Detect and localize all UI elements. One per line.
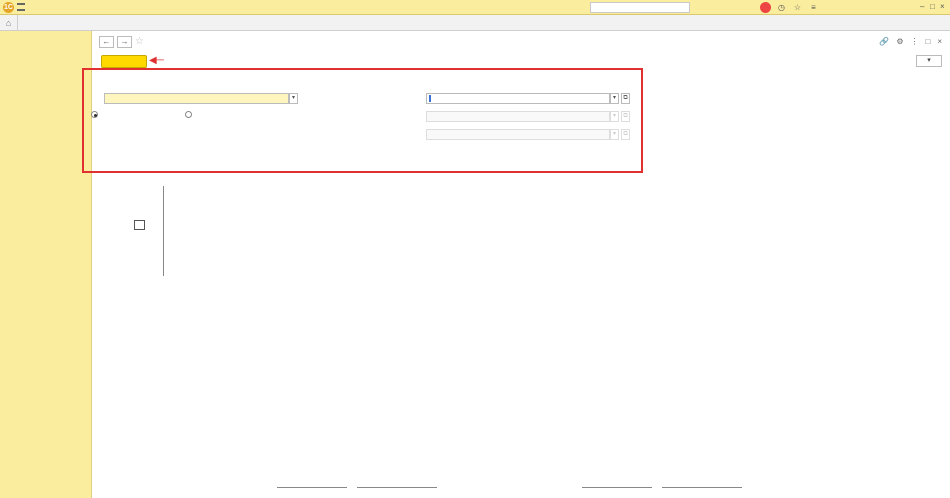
close-window-icon[interactable]: × [940,2,945,11]
notification-bell-icon[interactable] [760,2,771,13]
import-settings-panel [82,68,643,173]
maximize-icon[interactable]: □ [930,2,935,11]
type-field[interactable] [104,93,289,104]
annotation-arrow-icon: ◀─ [149,55,164,66]
receipt-dropdown-button[interactable]: ▾ [610,129,619,140]
upd-document-preview [102,174,942,498]
execute-button[interactable] [101,55,147,68]
settings-icon[interactable]: ⚙ [896,37,904,46]
home-tab-icon[interactable]: ⌂ [0,15,18,31]
restore-icon[interactable]: □ [925,37,931,46]
radio-overwrite[interactable] [185,111,192,118]
counterparty-field[interactable] [426,93,610,104]
more-button[interactable]: ▾ [916,55,942,67]
receipt-field[interactable] [426,129,610,140]
counterparty-open-button[interactable]: ⧉ [621,93,630,104]
1c-logo-icon: 1С [4,4,13,11]
forward-button[interactable]: → [117,36,132,48]
title-bar [0,0,950,15]
global-search-input[interactable] [590,2,690,13]
more-actions-icon[interactable]: ⋮ [910,37,919,46]
back-button[interactable]: ← [99,36,114,48]
invoice-received-field[interactable] [426,111,610,122]
minimize-icon[interactable]: – [920,2,925,11]
type-dropdown-button[interactable]: ▾ [289,93,298,104]
main-menu-icon[interactable] [17,3,25,11]
sidebar [0,31,92,498]
clock-icon[interactable]: ◷ [778,3,785,12]
status-value [134,220,145,230]
invoice-received-dropdown-button[interactable]: ▾ [610,111,619,122]
invoice-received-open-button[interactable]: ⧉ [621,111,630,122]
close-form-icon[interactable]: × [937,37,942,46]
form-area [93,31,950,498]
open-tabs-bar [0,15,950,31]
receipt-open-button[interactable]: ⧉ [621,129,630,140]
favorite-star-icon[interactable]: ☆ [135,36,144,47]
link-icon[interactable]: 🔗 [879,37,890,46]
counterparty-dropdown-button[interactable]: ▾ [610,93,619,104]
radio-load-new[interactable] [91,111,98,118]
menu-icon[interactable]: ≡ [811,3,816,12]
star-icon[interactable]: ☆ [793,3,802,12]
